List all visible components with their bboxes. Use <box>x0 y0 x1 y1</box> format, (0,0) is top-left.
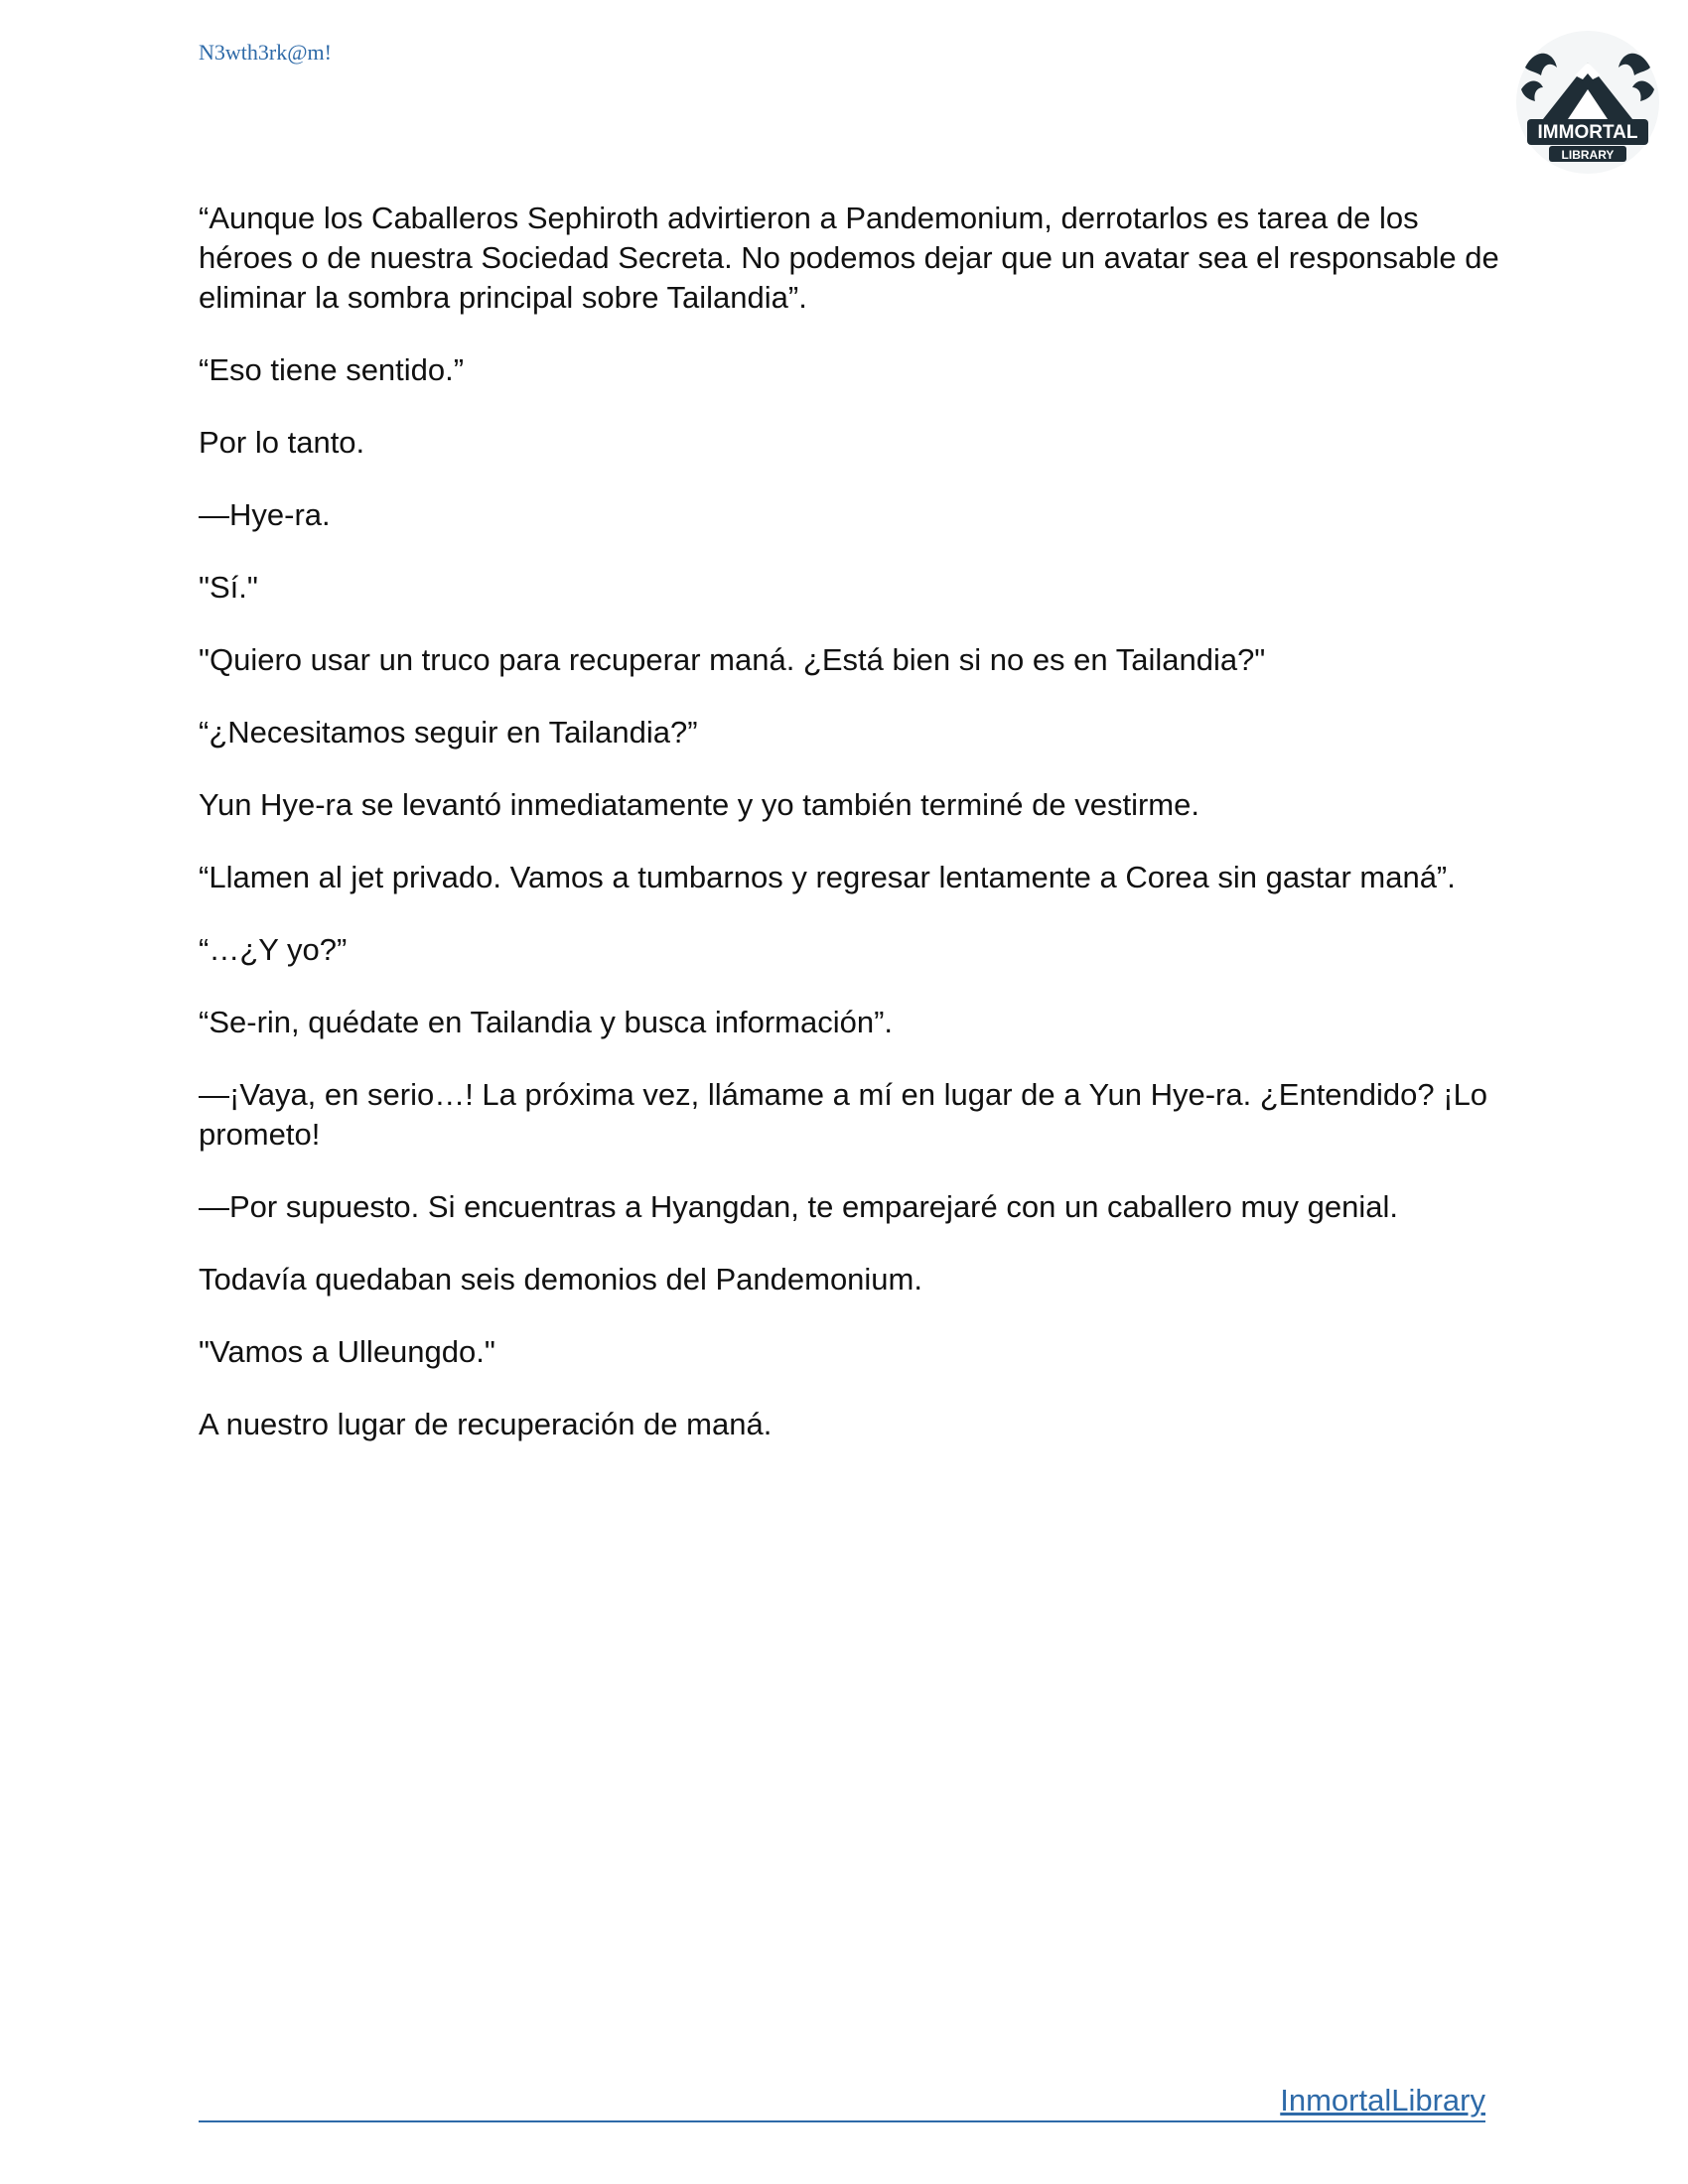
paragraph: Todavía quedaban seis demonios del Pandemonium. <box>199 1262 922 1297</box>
paragraph: “Aunque los Caballeros Sephiroth advirtieron a Pandemonium, derrotarlos es tarea de los héroes o de nuestra Sociedad Secreta. No podemos dejar que un avatar sea el responsable de eliminar la sombra principal sobre Tailandia”. <box>199 201 1499 315</box>
paragraph: "Vamos a Ulleungdo." <box>199 1334 495 1369</box>
paragraph: “Se-rin, quédate en Tailandia y busca información”. <box>199 1005 894 1039</box>
footer-rule <box>199 2081 1485 2122</box>
paragraph: —Por supuesto. Si encuentras a Hyangdan, te emparejaré con un caballero muy genial. <box>199 1189 1398 1224</box>
logo-bottom-text: LIBRARY <box>1561 148 1615 162</box>
footer-link[interactable]: InmortalLibrary <box>1280 2083 1485 2117</box>
logo-top-text: IMMORTAL <box>1537 122 1638 143</box>
paragraph: “…¿Y yo?” <box>199 932 348 967</box>
paragraph: Yun Hye-ra se levantó inmediatamente y yo también terminé de vestirme. <box>199 787 1199 822</box>
paragraph: “Llamen al jet privado. Vamos a tumbarnos y regresar lentamente a Corea sin gastar maná”. <box>199 860 1456 894</box>
paragraph: “¿Necesitamos seguir en Tailandia?” <box>199 715 698 750</box>
immortal-library-logo <box>1513 28 1662 177</box>
paragraph: —¡Vaya, en serio…! La próxima vez, llámame a mí en lugar de a Yun Hye-ra. ¿Entendido? ¡Lo prometo! <box>199 1077 1488 1152</box>
paragraph: A nuestro lugar de recuperación de maná. <box>199 1407 773 1441</box>
watermark-text: N3wth3rk@m! <box>199 40 332 65</box>
paragraph: —Hye-ra. <box>199 497 331 532</box>
paragraph: “Eso tiene sentido.” <box>199 352 465 387</box>
paragraph: "Quiero usar un truco para recuperar maná. ¿Está bien si no es en Tailandia?" <box>199 642 1266 677</box>
document-body <box>199 199 1509 1477</box>
paragraph: "Sí." <box>199 570 258 605</box>
paragraph: Por lo tanto. <box>199 425 365 460</box>
